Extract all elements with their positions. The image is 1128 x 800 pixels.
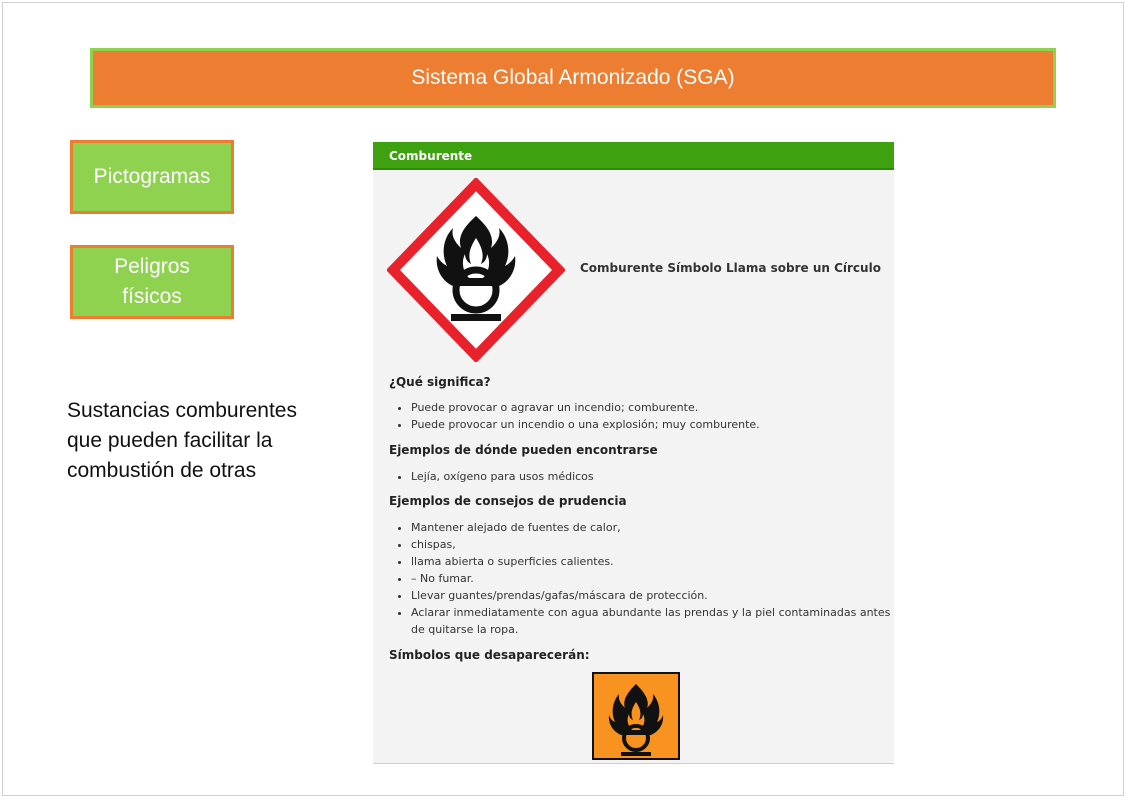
section-ejemplos-list bbox=[395, 468, 594, 485]
list-item: • llama abierta o superficies calientes. bbox=[411, 553, 890, 570]
list-item: de quitarse la ropa. bbox=[411, 623, 519, 636]
list-item: • Llevar guantes/prendas/gafas/máscara de protección. bbox=[411, 587, 890, 604]
description-text bbox=[67, 396, 347, 486]
comburente-panel bbox=[373, 142, 894, 764]
section-simbolos-title: Símbolos que desaparecerán: bbox=[389, 648, 590, 662]
list-item: • Aclarar inmediatamente con agua abundante las prendas y la piel contaminadas antes bbox=[411, 604, 890, 621]
slide-title: Sistema Global Armonizado (SGA) bbox=[90, 48, 1056, 108]
peligros-fisicos-button[interactable] bbox=[70, 245, 234, 319]
peligros-label-line2: físicos bbox=[122, 285, 182, 308]
section-ejemplos-title: Ejemplos de dónde pueden encontrarse bbox=[389, 443, 658, 457]
description-line2: que pueden facilitar la bbox=[67, 429, 273, 452]
section-que-significa-title: ¿Qué significa? bbox=[389, 375, 491, 389]
list-item: • Puede provocar un incendio o una explosión; muy comburente. bbox=[411, 416, 760, 433]
section-consejos-list bbox=[395, 519, 890, 638]
peligros-label-line1: Peligros bbox=[114, 255, 190, 278]
panel-header: Comburente bbox=[373, 142, 894, 170]
pictogramas-label: Pictogramas bbox=[93, 165, 211, 188]
list-item: • – No fumar. bbox=[411, 570, 890, 587]
list-item: • Mantener alejado de fuentes de calor, bbox=[411, 519, 890, 536]
section-que-significa-list bbox=[395, 399, 760, 433]
list-item: • chispas, bbox=[411, 536, 890, 553]
description-line3: combustión de otras bbox=[67, 459, 257, 482]
list-item: • Puede provocar o agravar un incendio; comburente. bbox=[411, 399, 760, 416]
pictogramas-button[interactable] bbox=[70, 140, 234, 214]
symbol-label: Comburente Símbolo Llama sobre un Círculo bbox=[580, 261, 881, 275]
ghs-flame-over-circle-icon bbox=[387, 178, 565, 362]
section-consejos-title: Ejemplos de consejos de prudencia bbox=[389, 494, 627, 508]
description-line1: Sustancias comburentes bbox=[67, 399, 297, 422]
peligros-fisicos-label bbox=[114, 252, 190, 312]
list-item: • Lejía, oxígeno para usos médicos bbox=[411, 468, 594, 485]
old-flame-over-circle-icon bbox=[592, 672, 680, 760]
